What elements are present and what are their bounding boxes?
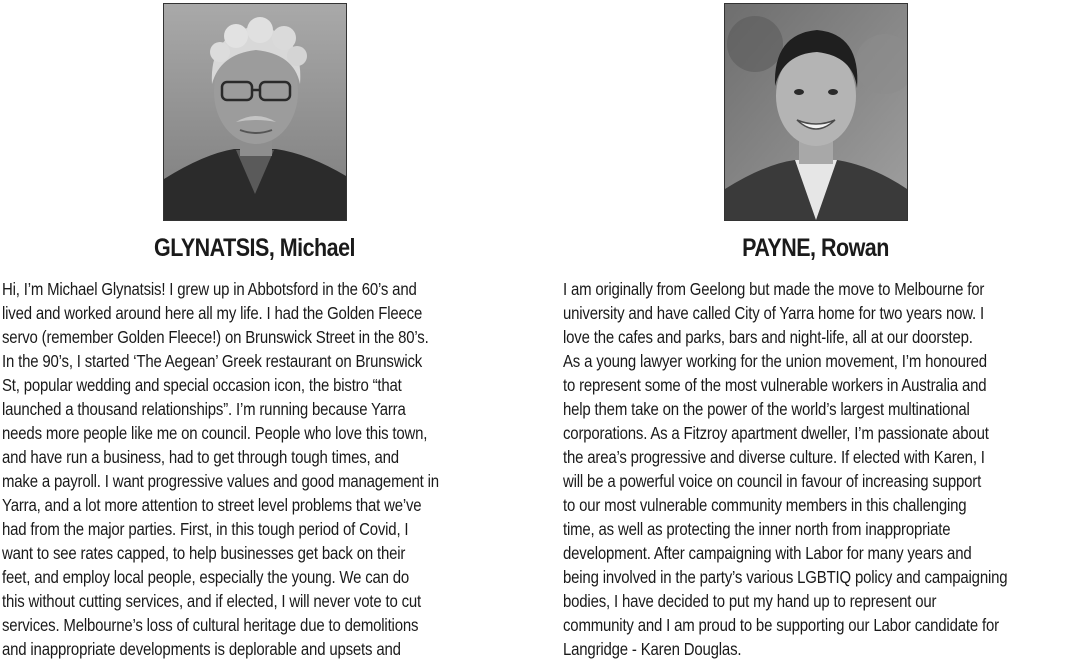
bio-line: lived and worked around here all my life. I had the Golden Fleece bbox=[2, 303, 423, 323]
bio-line: to our most vulnerable community members in this challenging bbox=[563, 495, 967, 515]
bio-line: I am originally from Geelong but made the move to Melbourne for bbox=[563, 279, 985, 299]
bio-line: servo (remember Golden Fleece!) on Brunswick Street in the 80’s. bbox=[2, 327, 429, 347]
candidate-bio bbox=[2, 277, 507, 661]
bio-line: development. After campaigning with Labor for many years and bbox=[563, 543, 972, 563]
bio-line: the area’s progressive and diverse culture. If elected with Karen, I bbox=[563, 447, 985, 467]
portrait-image bbox=[725, 4, 907, 220]
candidate-photo bbox=[724, 3, 908, 221]
bio-line: In the 90’s, I started ‘The Aegean’ Greek restaurant on Brunswick bbox=[2, 351, 423, 371]
portrait-image bbox=[164, 4, 346, 220]
bio-line: launched a thousand relationships”. I’m running because Yarra bbox=[2, 399, 406, 419]
bio-line: love the cafes and parks, bars and night-life, all at our doorstep. bbox=[563, 327, 973, 347]
bio-line: help them take on the power of the world’s largest multinational bbox=[563, 399, 970, 419]
bio-line: university and have called City of Yarra home for two years now. I bbox=[563, 303, 984, 323]
bio-line: had from the major parties. First, in this tough period of Covid, I bbox=[2, 519, 409, 539]
candidate-bio bbox=[563, 277, 1068, 661]
bio-line: will be a powerful voice on council in favour of increasing support bbox=[563, 471, 982, 491]
bio-line: time, as well as protecting the inner north from inappropriate bbox=[563, 519, 951, 539]
bio-line: St, popular wedding and special occasion icon, the bistro “that bbox=[2, 375, 402, 395]
candidate-photo bbox=[163, 3, 347, 221]
candidate-name: GLYNATSIS, Michael bbox=[154, 234, 355, 262]
bio-line: Yarra, and a lot more attention to street level problems that we’ve bbox=[2, 495, 422, 515]
bio-line: this without cutting services, and if elected, I will never vote to cut bbox=[2, 591, 422, 611]
bio-line: corporations. As a Fitzroy apartment dweller, I’m passionate about bbox=[563, 423, 989, 443]
bio-line: to represent some of the most vulnerable workers in Australia and bbox=[563, 375, 987, 395]
bio-line: make a payroll. I want progressive values and good management in bbox=[2, 471, 439, 491]
bio-line: Hi, I’m Michael Glynatsis! I grew up in Abbotsford in the 60’s and bbox=[2, 279, 417, 299]
bio-line: and inappropriate developments is deplorable and upsets and bbox=[2, 639, 401, 659]
bio-line: want to see rates capped, to help businesses get back on their bbox=[2, 543, 406, 563]
bio-line: Langridge - Karen Douglas. bbox=[563, 639, 742, 659]
bio-line: feet, and employ local people, especially the young. We can do bbox=[2, 567, 410, 587]
bio-line: needs more people like me on council. People who love this town, bbox=[2, 423, 428, 443]
bio-line: services. Melbourne’s loss of cultural heritage due to demolitions bbox=[2, 615, 419, 635]
candidate-card-payne bbox=[563, 0, 1068, 666]
bio-line: As a young lawyer working for the union movement, I’m honoured bbox=[563, 351, 987, 371]
candidate-name: PAYNE, Rowan bbox=[742, 234, 889, 262]
bio-line: and have run a business, had to get through tough times, and bbox=[2, 447, 399, 467]
bio-line: community and I am proud to be supporting our Labor candidate for bbox=[563, 615, 999, 635]
candidate-card-glynatsis bbox=[2, 0, 507, 666]
bio-line: being involved in the party’s various LGBTIQ policy and campaigning bbox=[563, 567, 1008, 587]
bio-line: bodies, I have decided to put my hand up to represent our bbox=[563, 591, 937, 611]
